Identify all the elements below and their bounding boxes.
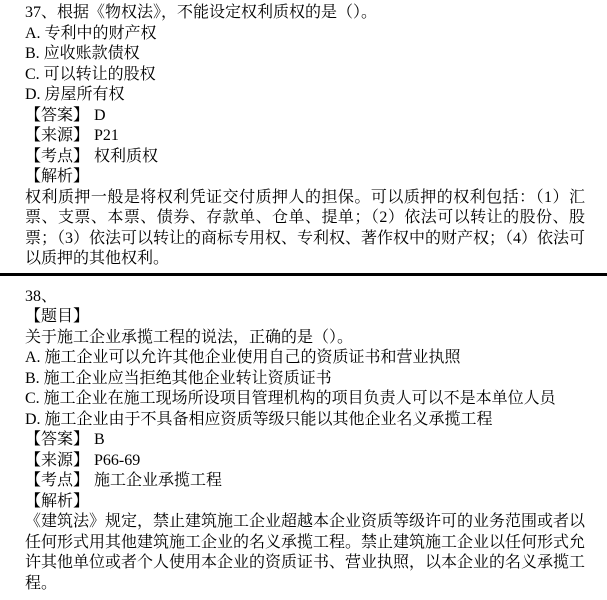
question-38-stem: 关于施工企业承揽工程的说法，正确的是（）。 [25, 328, 354, 346]
question-38-number: 38、 [25, 287, 58, 305]
question-37-analysis-text: 权利质押一般是将权利凭证交付质押人的担保。可以质押的权利包括：（1）汇票、支票、本票、债券、存款单、仓单、提单；（2）依法可以转让的股份、股票；（3）依法可以转让的商标专用权、专利权、著作权中的财产权；（4）依法可以质押的其他权利。 [25, 188, 586, 267]
question-38-point-line [25, 471, 585, 492]
question-37-point-line [25, 147, 585, 168]
source-value: P21 [94, 127, 119, 144]
answer-value: B [94, 431, 105, 448]
question-38-analysis-label: 【解析】 [25, 492, 90, 510]
question-37-source-line [25, 126, 585, 147]
answer-value: D [94, 106, 106, 124]
answer-label: 【答案】 [25, 431, 90, 448]
question-38-answer-line [25, 430, 585, 451]
question-38-option-d: D. 施工企业由于不具备相应资质等级只能以其他企业名义承揽工程 [25, 410, 493, 428]
point-label: 【考点】 [25, 147, 90, 165]
question-38-option-c: C. 施工企业在施工现场所设项目管理机构的项目负责人可以不是本单位人员 [25, 390, 556, 407]
question-38-section [0, 280, 607, 595]
point-label: 【考点】 [25, 472, 90, 489]
source-label: 【来源】 [25, 127, 90, 144]
question-37-stem: 37、根据《物权法》，不能设定权利质权的是（）。 [25, 4, 378, 21]
question-37-analysis-label: 【解析】 [25, 168, 90, 185]
question-37-option-d: D. 房屋所有权 [25, 86, 125, 103]
question-37-option-c: C. 可以转让的股权 [25, 65, 156, 83]
question-37-section [0, 0, 607, 270]
question-38-analysis-text: 《建筑法》规定，禁止建筑施工企业超越本企业资质等级许可的业务范围或者以任何形式用其他建筑施工企业的名义承揽工程。禁止建筑施工企业以任何形式允许其他单位或者个人使用本企业的资质证书、营业执照，以本企业的名义承揽工程。 [25, 513, 586, 592]
question-38-source-line [25, 451, 585, 472]
question-37-answer-line [25, 106, 585, 127]
point-value: 权利质权 [94, 147, 159, 165]
answer-label: 【答案】 [25, 106, 90, 124]
source-value: P66-69 [94, 451, 141, 469]
question-38-option-b: B. 施工企业应当拒绝其他企业转让资质证书 [25, 369, 332, 387]
question-37-option-b: B. 应收账款债权 [25, 45, 140, 62]
question-37-option-a: A. 专利中的财产权 [25, 24, 157, 42]
question-38-title-label: 【题目】 [25, 308, 90, 325]
question-38-option-a: A. 施工企业可以允许其他企业使用自己的资质证书和营业执照 [25, 349, 461, 366]
point-value: 施工企业承揽工程 [94, 472, 223, 489]
section-divider [0, 273, 607, 276]
source-label: 【来源】 [25, 451, 90, 469]
